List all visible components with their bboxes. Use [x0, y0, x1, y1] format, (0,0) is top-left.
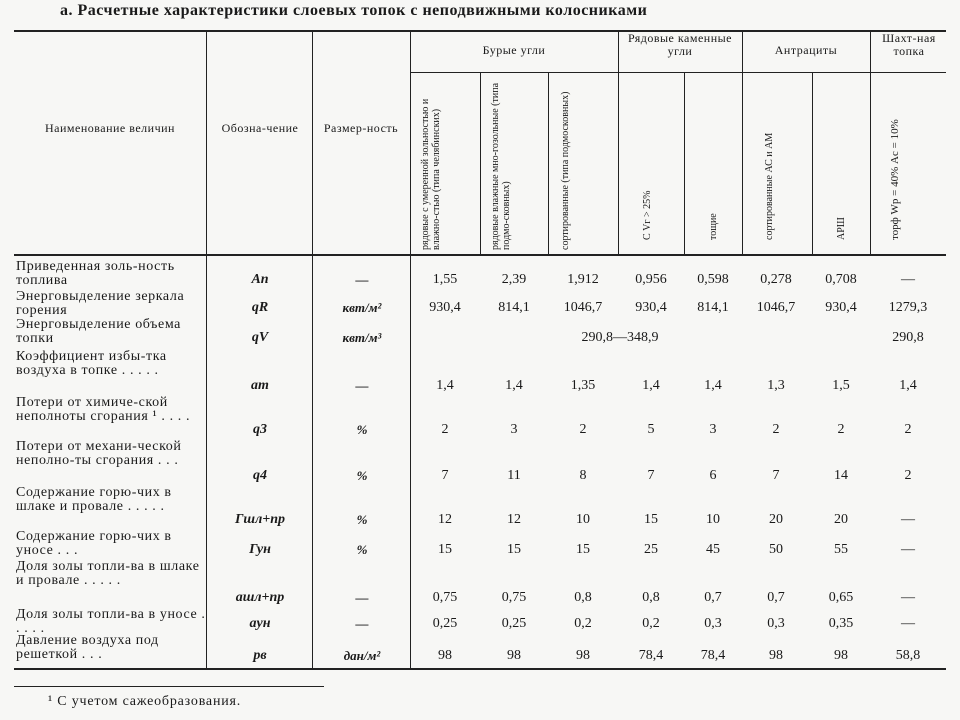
table-cell: 1,5 — [832, 378, 850, 393]
table-cell: 0,708 — [825, 272, 857, 287]
table-cell: 20 — [834, 512, 848, 527]
table-cell: 0,75 — [432, 590, 458, 605]
divider-symbol-unit — [312, 30, 313, 670]
divider-sub-4 — [684, 72, 685, 256]
subheader-anthracite-1: сортированные АС и АМ — [764, 132, 775, 240]
table-cell: 2 — [579, 422, 587, 437]
table-cell: 11 — [507, 468, 521, 483]
table-cell: 1,4 — [704, 378, 722, 393]
table-cell: 0,2 — [642, 616, 660, 631]
table-cell: 0,25 — [501, 616, 527, 631]
table-cell: 15 — [576, 542, 590, 557]
table-cell: 930,4 — [825, 300, 857, 315]
table-cell: 1,4 — [505, 378, 523, 393]
table-cell: 0,956 — [635, 272, 667, 287]
row-unit: % — [356, 422, 368, 437]
table-cell: 930,4 — [635, 300, 667, 315]
table-cell: 15 — [507, 542, 521, 557]
row-label: Давление воздуха под решеткой . . . — [16, 633, 159, 662]
row-unit: — — [355, 272, 369, 287]
table-cell: 0,3 — [704, 616, 722, 631]
row-unit: — — [355, 590, 369, 605]
table-cell: 14 — [834, 468, 848, 483]
row-symbol: q4 — [253, 468, 267, 483]
table-cell: — — [901, 512, 915, 527]
table-cell: — — [901, 590, 915, 605]
header-name: Наименование величин — [45, 121, 175, 135]
row-symbol: Гун — [249, 542, 271, 557]
row-label: Приведенная золь-ность топлива — [16, 259, 175, 288]
table-cell: 814,1 — [498, 300, 530, 315]
table-bottom-rule — [14, 668, 946, 670]
subheader-hard-2: тощие — [708, 213, 719, 240]
group-header-anthracite: Антрациты — [774, 43, 838, 57]
table-cell: 0,75 — [501, 590, 527, 605]
subheader-brown-1: рядовые с умеренной зольностью и влажно-стью (типа челябинских) — [420, 98, 442, 250]
table-cell: 50 — [769, 542, 783, 557]
divider-group-3 — [742, 30, 743, 256]
row-symbol: aун — [249, 616, 271, 631]
table-cell: 0,7 — [767, 590, 785, 605]
table-cell: 0,8 — [642, 590, 660, 605]
table-cell: 7 — [647, 468, 655, 483]
table-cell: — — [901, 542, 915, 557]
table-cell: 2 — [441, 422, 449, 437]
table-cell: — — [901, 272, 915, 287]
row-symbol: q3 — [253, 422, 267, 437]
table-cell: 6 — [709, 468, 717, 483]
table-cell: 290,8 — [892, 330, 924, 345]
group-header-rule — [410, 72, 946, 73]
row-unit: — — [355, 378, 369, 393]
table-cell: 3 — [510, 422, 518, 437]
table-top-rule — [14, 30, 946, 32]
row-symbol: pв — [253, 648, 267, 663]
table-cell: 2 — [837, 422, 845, 437]
footnote: ¹ С учетом сажеобразования. — [48, 694, 242, 709]
table-cell: 8 — [579, 468, 587, 483]
table-cell: 10 — [706, 512, 720, 527]
row-label: Энерговыделение объема топки — [16, 317, 181, 346]
table-cell: 98 — [834, 648, 848, 663]
group-header-shaft-furnace: Шахт-ная топка — [882, 31, 936, 58]
row-symbol: aт — [251, 378, 269, 393]
row-symbol: aшл+пр — [235, 590, 285, 605]
table-cell: 0,278 — [760, 272, 792, 287]
table-cell: 290,8—348,9 — [581, 330, 659, 345]
table-cell: 1,35 — [570, 378, 596, 393]
divider-sub-6 — [812, 72, 813, 256]
row-unit: % — [356, 512, 368, 527]
row-label: Доля золы топли-ва в уносе . . . . . — [16, 607, 206, 636]
row-label: Содержание горю-чих в уносе . . . — [16, 529, 172, 558]
table-cell: 15 — [438, 542, 452, 557]
row-symbol: qR — [251, 300, 269, 315]
table-cell: 1,3 — [767, 378, 785, 393]
table-cell: 1,4 — [642, 378, 660, 393]
table-cell: 98 — [769, 648, 783, 663]
row-label: Потери от химиче-ской неполноты сгорания ¹ . . . . — [16, 395, 191, 424]
table-cell: 2 — [772, 422, 780, 437]
table-cell: 1,912 — [567, 272, 599, 287]
table-cell: 98 — [576, 648, 590, 663]
row-label: Содержание горю-чих в шлаке и провале . . . . . — [16, 485, 172, 514]
divider-name-symbol — [206, 30, 207, 670]
row-symbol: Aп — [251, 272, 269, 287]
row-label: Энерговыделение зеркала горения — [16, 289, 185, 318]
table-cell: 2,39 — [501, 272, 527, 287]
table-cell: 1,55 — [432, 272, 458, 287]
table-cell: 0,25 — [432, 616, 458, 631]
table-cell: 0,3 — [767, 616, 785, 631]
table-cell: 10 — [576, 512, 590, 527]
table-cell: 3 — [709, 422, 717, 437]
table-cell: 98 — [507, 648, 521, 663]
table-cell: 7 — [772, 468, 780, 483]
header-unit: Размер-ность — [323, 121, 399, 135]
row-label: Потери от механи-ческой неполно-ты сгорания . . . — [16, 439, 182, 468]
divider-sub-1 — [480, 72, 481, 256]
table-cell: 7 — [441, 468, 449, 483]
divider-sub-2 — [548, 72, 549, 256]
row-unit: квт/м³ — [342, 330, 382, 345]
subheader-shaft-1: торф Wр = 40% Aс = 10% — [889, 119, 901, 240]
row-unit: дан/м² — [343, 648, 381, 663]
subheader-brown-3: сортированные (типа подмосковных) — [560, 91, 571, 250]
table-cell: 2 — [904, 422, 912, 437]
table-cell: 78,4 — [700, 648, 726, 663]
table-cell: 25 — [644, 542, 658, 557]
table-cell: 12 — [507, 512, 521, 527]
row-unit: % — [356, 542, 368, 557]
divider-unit-data — [410, 30, 411, 670]
table-cell: 12 — [438, 512, 452, 527]
row-label: Коэффициент избы-тка воздуха в топке . . . . . — [16, 349, 167, 378]
group-header-brown-coal: Бурые угли — [482, 43, 546, 57]
table-cell: 2 — [904, 468, 912, 483]
subheader-hard-1: С Vг > 25% — [642, 190, 653, 240]
table-title: а. Расчетные характеристики слоевых топок с неподвижными колосниками — [60, 2, 648, 19]
table-cell: 0,2 — [574, 616, 592, 631]
group-header-hard-coal: Рядовые каменные угли — [627, 31, 733, 58]
footnote-rule — [14, 686, 324, 687]
table-cell: 55 — [834, 542, 848, 557]
subheader-brown-2: рядовые влажные мно-гозольные (типа подмо-сковных) — [490, 82, 512, 250]
subheader-anthracite-2: АРШ — [836, 217, 847, 240]
divider-group-2 — [618, 30, 619, 256]
table-cell: 0,8 — [574, 590, 592, 605]
table-cell: 5 — [647, 422, 655, 437]
table-cell: 78,4 — [638, 648, 664, 663]
table-cell: 58,8 — [895, 648, 921, 663]
table-cell: — — [901, 616, 915, 631]
row-label: Доля золы топли-ва в шлаке и провале . . . . . — [16, 559, 200, 588]
table-cell: 0,598 — [697, 272, 729, 287]
table-cell: 0,7 — [704, 590, 722, 605]
table-cell: 20 — [769, 512, 783, 527]
table-cell: 1279,3 — [888, 300, 928, 315]
table-cell: 0,65 — [828, 590, 854, 605]
row-unit: % — [356, 468, 368, 483]
table-cell: 814,1 — [697, 300, 729, 315]
row-unit: квт/м² — [342, 300, 382, 315]
table-cell: 1,4 — [436, 378, 454, 393]
table-cell: 15 — [644, 512, 658, 527]
table-cell: 1046,7 — [563, 300, 603, 315]
table-cell: 0,35 — [828, 616, 854, 631]
row-symbol: qV — [251, 330, 269, 345]
table-cell: 45 — [706, 542, 720, 557]
row-unit: — — [355, 616, 369, 631]
table-cell: 1046,7 — [756, 300, 796, 315]
table-cell: 930,4 — [429, 300, 461, 315]
table-cell: 1,4 — [899, 378, 917, 393]
header-symbol: Обозна-чение — [221, 121, 299, 135]
row-symbol: Гшл+пр — [234, 512, 286, 527]
divider-group-4 — [870, 30, 871, 256]
table-cell: 98 — [438, 648, 452, 663]
